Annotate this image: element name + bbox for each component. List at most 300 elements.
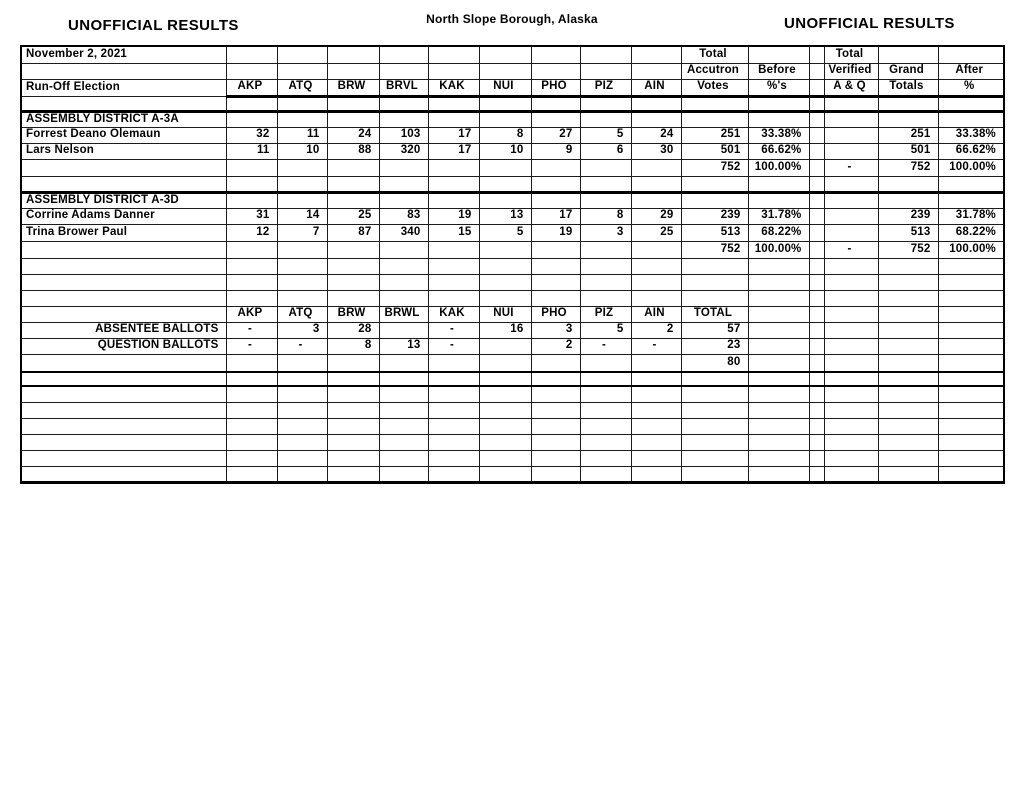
data-cell: [277, 418, 327, 434]
data-cell: [748, 46, 809, 63]
data-cell: [809, 192, 824, 208]
data-cell: -: [580, 338, 631, 354]
data-cell: [428, 258, 479, 274]
data-cell: PIZ: [580, 306, 631, 322]
data-cell: [938, 46, 1004, 63]
data-cell: -: [824, 159, 878, 176]
data-cell: [226, 290, 277, 306]
data-cell: -: [631, 338, 681, 354]
data-cell: 251: [878, 127, 938, 143]
data-cell: [809, 466, 824, 482]
data-cell: [631, 418, 681, 434]
data-cell: [479, 111, 531, 127]
data-cell: [938, 290, 1004, 306]
data-cell: TOTAL: [681, 306, 748, 322]
data-cell: [938, 111, 1004, 127]
data-cell: 513: [681, 224, 748, 241]
data-cell: 17: [428, 143, 479, 159]
data-cell: [938, 338, 1004, 354]
data-cell: [226, 63, 277, 79]
data-cell: [748, 274, 809, 290]
table-row: [21, 208, 1004, 224]
data-cell: [748, 322, 809, 338]
data-cell: [226, 434, 277, 450]
data-cell: 11: [226, 143, 277, 159]
data-cell: [681, 386, 748, 402]
data-cell: [748, 434, 809, 450]
data-cell: [681, 418, 748, 434]
data-cell: PHO: [531, 79, 580, 96]
data-cell: [938, 96, 1004, 111]
data-cell: Total: [681, 46, 748, 63]
data-cell: [428, 290, 479, 306]
row-label-cell: [21, 372, 226, 386]
data-cell: [824, 386, 878, 402]
data-cell: [428, 176, 479, 192]
data-cell: Total: [824, 46, 878, 63]
data-cell: [379, 46, 428, 63]
table-row: [21, 224, 1004, 241]
data-cell: [479, 274, 531, 290]
data-cell: 5: [580, 322, 631, 338]
row-label-cell: QUESTION BALLOTS: [21, 338, 226, 354]
data-cell: [938, 450, 1004, 466]
data-cell: [479, 466, 531, 482]
data-cell: [809, 208, 824, 224]
data-cell: [748, 338, 809, 354]
data-cell: [379, 111, 428, 127]
data-cell: [824, 274, 878, 290]
data-cell: 27: [531, 127, 580, 143]
data-cell: [479, 354, 531, 372]
data-cell: [479, 434, 531, 450]
data-cell: [631, 402, 681, 418]
data-cell: -: [428, 338, 479, 354]
data-cell: [748, 111, 809, 127]
data-cell: KAK: [428, 79, 479, 96]
data-cell: [631, 258, 681, 274]
table-row: [21, 111, 1004, 127]
data-cell: 14: [277, 208, 327, 224]
data-cell: 752: [681, 241, 748, 258]
data-cell: [479, 63, 531, 79]
data-cell: [531, 176, 580, 192]
data-cell: [379, 274, 428, 290]
data-cell: [531, 63, 580, 79]
data-cell: Totals: [878, 79, 938, 96]
data-cell: [379, 63, 428, 79]
data-cell: -: [226, 322, 277, 338]
data-cell: [681, 290, 748, 306]
data-cell: 752: [681, 159, 748, 176]
data-cell: [681, 372, 748, 386]
table-row: [21, 176, 1004, 192]
data-cell: [809, 224, 824, 241]
data-cell: [531, 372, 580, 386]
data-cell: [631, 46, 681, 63]
data-cell: 15: [428, 224, 479, 241]
data-cell: [226, 466, 277, 482]
data-cell: [878, 466, 938, 482]
data-cell: 239: [681, 208, 748, 224]
row-label-cell: [21, 306, 226, 322]
data-cell: 17: [428, 127, 479, 143]
data-cell: 29: [631, 208, 681, 224]
data-cell: Votes: [681, 79, 748, 96]
data-cell: A & Q: [824, 79, 878, 96]
table-row: [21, 434, 1004, 450]
row-label-cell: ASSEMBLY DISTRICT A-3D: [21, 192, 226, 208]
data-cell: [277, 372, 327, 386]
data-cell: 7: [277, 224, 327, 241]
data-cell: [580, 258, 631, 274]
data-cell: [479, 418, 531, 434]
row-label-cell: [21, 96, 226, 111]
data-cell: [809, 450, 824, 466]
data-cell: [748, 290, 809, 306]
data-cell: 12: [226, 224, 277, 241]
data-cell: -: [226, 338, 277, 354]
data-cell: [531, 450, 580, 466]
data-cell: [327, 258, 379, 274]
data-cell: [531, 258, 580, 274]
data-cell: [748, 386, 809, 402]
data-cell: [681, 258, 748, 274]
data-cell: 11: [277, 127, 327, 143]
row-label-cell: [21, 290, 226, 306]
data-cell: 25: [631, 224, 681, 241]
row-label-cell: [21, 402, 226, 418]
data-cell: %: [938, 79, 1004, 96]
data-cell: 88: [327, 143, 379, 159]
data-cell: [809, 111, 824, 127]
data-cell: [824, 290, 878, 306]
data-cell: [327, 111, 379, 127]
data-cell: [226, 354, 277, 372]
data-cell: [531, 402, 580, 418]
table-row: [21, 96, 1004, 111]
data-cell: 68.22%: [938, 224, 1004, 241]
data-cell: 28: [327, 322, 379, 338]
data-cell: [938, 402, 1004, 418]
data-cell: [824, 322, 878, 338]
data-cell: 87: [327, 224, 379, 241]
data-cell: [277, 111, 327, 127]
data-cell: [809, 290, 824, 306]
data-cell: [327, 159, 379, 176]
data-cell: [878, 290, 938, 306]
data-cell: [824, 208, 878, 224]
table-row: [21, 372, 1004, 386]
data-cell: [580, 354, 631, 372]
data-cell: [681, 434, 748, 450]
data-cell: [631, 450, 681, 466]
data-cell: [277, 176, 327, 192]
data-cell: 6: [580, 143, 631, 159]
row-label-cell: ASSEMBLY DISTRICT A-3A: [21, 111, 226, 127]
data-cell: [878, 111, 938, 127]
data-cell: [681, 466, 748, 482]
data-cell: [809, 418, 824, 434]
data-cell: [531, 274, 580, 290]
data-cell: [277, 63, 327, 79]
data-cell: [277, 241, 327, 258]
data-cell: [428, 402, 479, 418]
data-cell: [277, 466, 327, 482]
row-label-cell: November 2, 2021: [21, 46, 226, 63]
data-cell: [531, 434, 580, 450]
data-cell: Grand: [878, 63, 938, 79]
data-cell: [428, 386, 479, 402]
data-cell: [531, 159, 580, 176]
data-cell: 501: [878, 143, 938, 159]
data-cell: Before: [748, 63, 809, 79]
data-cell: [226, 241, 277, 258]
data-cell: [824, 127, 878, 143]
data-cell: [277, 46, 327, 63]
data-cell: [824, 354, 878, 372]
data-cell: 100.00%: [938, 159, 1004, 176]
row-label-cell: [21, 450, 226, 466]
data-cell: [428, 434, 479, 450]
data-cell: [277, 159, 327, 176]
data-cell: [428, 274, 479, 290]
data-cell: [580, 466, 631, 482]
data-cell: [327, 96, 379, 111]
data-cell: [226, 176, 277, 192]
data-cell: [748, 466, 809, 482]
data-cell: 513: [878, 224, 938, 241]
data-cell: [631, 96, 681, 111]
data-cell: [631, 290, 681, 306]
data-cell: [681, 111, 748, 127]
data-cell: 13: [479, 208, 531, 224]
data-cell: AKP: [226, 306, 277, 322]
data-cell: [479, 241, 531, 258]
data-cell: [277, 450, 327, 466]
data-cell: AIN: [631, 79, 681, 96]
row-label-cell: [21, 63, 226, 79]
data-cell: [809, 159, 824, 176]
data-cell: PIZ: [580, 79, 631, 96]
data-cell: [428, 466, 479, 482]
data-cell: AIN: [631, 306, 681, 322]
data-cell: [878, 176, 938, 192]
data-cell: [938, 354, 1004, 372]
data-cell: [479, 258, 531, 274]
data-cell: [226, 402, 277, 418]
row-label-cell: [21, 258, 226, 274]
data-cell: [379, 372, 428, 386]
table-row: [21, 450, 1004, 466]
data-cell: [631, 434, 681, 450]
table-row: [21, 402, 1004, 418]
row-label-cell: ABSENTEE BALLOTS: [21, 322, 226, 338]
data-cell: -: [824, 241, 878, 258]
data-cell: [327, 241, 379, 258]
row-label-cell: [21, 386, 226, 402]
data-cell: [938, 466, 1004, 482]
data-cell: [681, 450, 748, 466]
data-cell: [277, 258, 327, 274]
data-cell: [681, 274, 748, 290]
data-cell: -: [428, 322, 479, 338]
data-cell: [327, 402, 379, 418]
data-cell: [277, 290, 327, 306]
data-cell: [531, 241, 580, 258]
data-cell: [878, 386, 938, 402]
data-cell: NUI: [479, 306, 531, 322]
data-cell: [824, 402, 878, 418]
data-cell: [428, 354, 479, 372]
data-cell: 10: [277, 143, 327, 159]
data-cell: [531, 290, 580, 306]
data-cell: 83: [379, 208, 428, 224]
data-cell: 19: [531, 224, 580, 241]
data-cell: [631, 159, 681, 176]
data-cell: [327, 434, 379, 450]
data-cell: 32: [226, 127, 277, 143]
data-cell: [531, 96, 580, 111]
data-cell: [580, 63, 631, 79]
data-cell: [824, 192, 878, 208]
data-cell: [226, 192, 277, 208]
data-cell: [878, 354, 938, 372]
data-cell: 25: [327, 208, 379, 224]
table-row: [21, 418, 1004, 434]
row-label-cell: [21, 176, 226, 192]
data-cell: [809, 354, 824, 372]
data-cell: [226, 274, 277, 290]
data-cell: [580, 192, 631, 208]
data-cell: [379, 176, 428, 192]
data-cell: 19: [428, 208, 479, 224]
data-cell: [580, 290, 631, 306]
data-cell: KAK: [428, 306, 479, 322]
data-cell: [531, 111, 580, 127]
data-cell: [531, 386, 580, 402]
data-cell: 8: [479, 127, 531, 143]
data-cell: 31.78%: [748, 208, 809, 224]
data-cell: [379, 434, 428, 450]
data-cell: [824, 111, 878, 127]
data-cell: [379, 96, 428, 111]
data-cell: [878, 450, 938, 466]
data-cell: [327, 372, 379, 386]
data-cell: 57: [681, 322, 748, 338]
row-label-cell: [21, 434, 226, 450]
data-cell: [327, 290, 379, 306]
data-cell: [479, 386, 531, 402]
data-cell: [277, 96, 327, 111]
data-cell: [938, 306, 1004, 322]
data-cell: [580, 372, 631, 386]
data-cell: [428, 372, 479, 386]
data-cell: [428, 450, 479, 466]
data-cell: [748, 96, 809, 111]
data-cell: [379, 386, 428, 402]
data-cell: [277, 192, 327, 208]
table-row: [21, 241, 1004, 258]
data-cell: [580, 96, 631, 111]
data-cell: 9: [531, 143, 580, 159]
data-cell: 31: [226, 208, 277, 224]
data-cell: 30: [631, 143, 681, 159]
row-label-cell: Lars Nelson: [21, 143, 226, 159]
data-cell: NUI: [479, 79, 531, 96]
data-cell: [580, 402, 631, 418]
data-cell: [681, 192, 748, 208]
data-cell: [479, 176, 531, 192]
data-cell: [580, 176, 631, 192]
data-cell: [379, 402, 428, 418]
data-cell: [277, 402, 327, 418]
data-cell: [938, 372, 1004, 386]
data-cell: 10: [479, 143, 531, 159]
data-cell: [428, 192, 479, 208]
data-cell: [327, 418, 379, 434]
data-cell: [938, 176, 1004, 192]
data-cell: [428, 159, 479, 176]
data-cell: [226, 372, 277, 386]
data-cell: 340: [379, 224, 428, 241]
data-cell: [748, 372, 809, 386]
data-cell: [226, 418, 277, 434]
data-cell: [878, 192, 938, 208]
data-cell: [580, 418, 631, 434]
row-label-cell: Corrine Adams Danner: [21, 208, 226, 224]
data-cell: 3: [277, 322, 327, 338]
data-cell: [631, 466, 681, 482]
data-cell: [824, 176, 878, 192]
row-label-cell: Forrest Deano Olemaun: [21, 127, 226, 143]
data-cell: BRW: [327, 306, 379, 322]
data-cell: [327, 386, 379, 402]
data-cell: [580, 386, 631, 402]
data-cell: PHO: [531, 306, 580, 322]
document-title: North Slope Borough, Alaska: [426, 12, 598, 26]
data-cell: [226, 258, 277, 274]
data-cell: [809, 434, 824, 450]
data-cell: [631, 63, 681, 79]
data-cell: 501: [681, 143, 748, 159]
data-cell: 2: [531, 338, 580, 354]
data-cell: [748, 418, 809, 434]
row-label-cell: [21, 354, 226, 372]
data-cell: [479, 96, 531, 111]
data-cell: 8: [580, 208, 631, 224]
data-cell: [809, 63, 824, 79]
results-grid: [20, 45, 1005, 484]
data-cell: [878, 434, 938, 450]
data-cell: %'s: [748, 79, 809, 96]
data-cell: [327, 46, 379, 63]
row-label-cell: [21, 241, 226, 258]
data-cell: [748, 402, 809, 418]
data-cell: [878, 46, 938, 63]
data-cell: [809, 127, 824, 143]
data-cell: [379, 192, 428, 208]
table-row: [21, 386, 1004, 402]
data-cell: [531, 192, 580, 208]
data-cell: [938, 274, 1004, 290]
data-cell: [479, 338, 531, 354]
data-cell: -: [277, 338, 327, 354]
data-cell: [428, 46, 479, 63]
data-cell: 320: [379, 143, 428, 159]
data-cell: [479, 159, 531, 176]
data-cell: [748, 354, 809, 372]
